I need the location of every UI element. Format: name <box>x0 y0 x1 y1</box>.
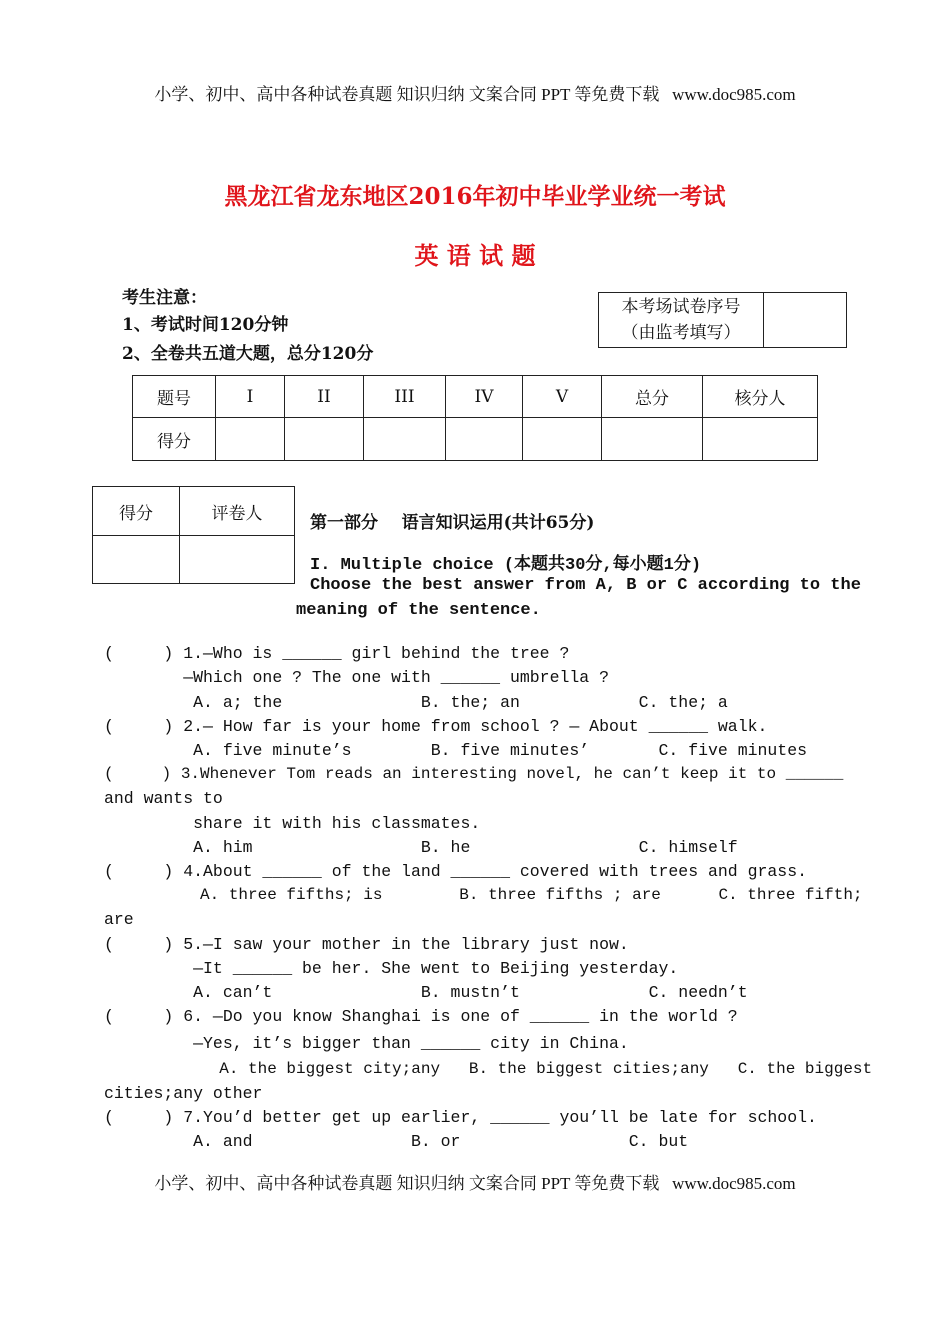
question-line: A. five minute’s B. five minutes’ C. five minutes <box>104 741 808 760</box>
page-footer: 小学、初中、高中各种试卷真题 知识归纳 文案合同 PPT 等免费下载 www.doc985.com <box>154 1174 796 1193</box>
score-cell[interactable] <box>364 418 446 461</box>
score-cell[interactable] <box>703 418 818 461</box>
exam-subject: 英 语 试 题 <box>414 241 536 270</box>
question-line: A. a; the B. the; an C. the; a <box>104 693 728 712</box>
question-line: —Which one ? The one with ______ umbrella ? <box>104 668 609 687</box>
score-header-cell: IV <box>446 376 523 418</box>
question-line: are <box>104 910 134 929</box>
notice-item-1: 1、考试时间120分钟 <box>122 315 289 335</box>
score-cell[interactable] <box>602 418 703 461</box>
question-line: ( ) 5.—I saw your mother in the library just now. <box>104 935 629 954</box>
question-line: A. can’t B. mustn’t C. needn’t <box>104 983 748 1002</box>
score-row-label: 得分 <box>133 418 216 461</box>
question-line: A. and B. or C. but <box>104 1132 689 1151</box>
score-cell[interactable] <box>523 418 602 461</box>
serial-number-box <box>598 292 847 348</box>
serial-label-line2: （由监考填写） <box>621 323 741 343</box>
question-line: cities;any other <box>104 1084 263 1103</box>
question-line: share it with his classmates. <box>104 814 481 833</box>
score-header-cell: I <box>216 376 285 418</box>
score-header-cell: III <box>364 376 446 418</box>
score-header-cell: V <box>523 376 602 418</box>
question-line: A. him B. he C. himself <box>104 838 738 857</box>
question-line: A. the biggest city;any B. the biggest cities;any C. the biggest <box>104 1060 873 1078</box>
question-line: and wants to <box>104 789 223 808</box>
question-line: ( ) 6. —Do you know Shanghai is one of ______ in the world ? <box>104 1007 738 1026</box>
score-header-cell: 总分 <box>602 376 703 418</box>
score-header-cell: II <box>285 376 364 418</box>
question-line: A. three fifths; is B. three fifths ; are C. three fifth; <box>104 886 863 904</box>
question-line: ( ) 4.About ______ of the land ______ covered with trees and grass. <box>104 862 808 881</box>
grader-name-cell[interactable] <box>180 536 295 584</box>
grader-name-label: 评卷人 <box>180 487 295 536</box>
page-header: 小学、初中、高中各种试卷真题 知识归纳 文案合同 PPT 等免费下载 www.doc985.com <box>154 85 796 104</box>
section-heading: I. Multiple choice (本题共30分,每小题1分) <box>310 556 702 575</box>
part-heading: 第一部分 语言知识运用(共计65分) <box>310 513 595 533</box>
notice-heading: 考生注意： <box>122 288 207 308</box>
serial-label <box>599 293 764 348</box>
notice-item-2: 2、全卷共五道大题，总分120分 <box>122 344 374 364</box>
grader-box <box>92 486 295 584</box>
question-line: ( ) 7.You’d better get up earlier, ______ you’ll be late for school. <box>104 1108 817 1127</box>
score-header-cell: 核分人 <box>703 376 818 418</box>
section-instruction: meaning of the sentence. <box>296 601 541 620</box>
question-line: ( ) 1.—Who is ______ girl behind the tree ? <box>104 644 570 663</box>
exam-title: 黑龙江省龙东地区2016年初中毕业学业统一考试 <box>224 183 726 210</box>
score-cell[interactable] <box>216 418 285 461</box>
score-cell[interactable] <box>285 418 364 461</box>
section-instruction: Choose the best answer from A, B or C according to the <box>310 576 861 595</box>
question-line: —It ______ be her. She went to Beijing yesterday. <box>104 959 679 978</box>
score-header-cell: 题号 <box>133 376 216 418</box>
grader-score-label: 得分 <box>93 487 180 536</box>
score-table <box>132 375 818 461</box>
question-line: —Yes, it’s bigger than ______ city in China. <box>104 1034 629 1053</box>
serial-label-line1: 本考场试卷序号 <box>621 297 741 317</box>
question-line: ( ) 2.— How far is your home from school ? — About ______ walk. <box>104 717 768 736</box>
score-cell[interactable] <box>446 418 523 461</box>
grader-score-cell[interactable] <box>93 536 180 584</box>
serial-value-cell[interactable] <box>764 293 847 348</box>
question-line: ( ) 3.Whenever Tom reads an interesting novel, he can’t keep it to ______ <box>104 765 844 783</box>
